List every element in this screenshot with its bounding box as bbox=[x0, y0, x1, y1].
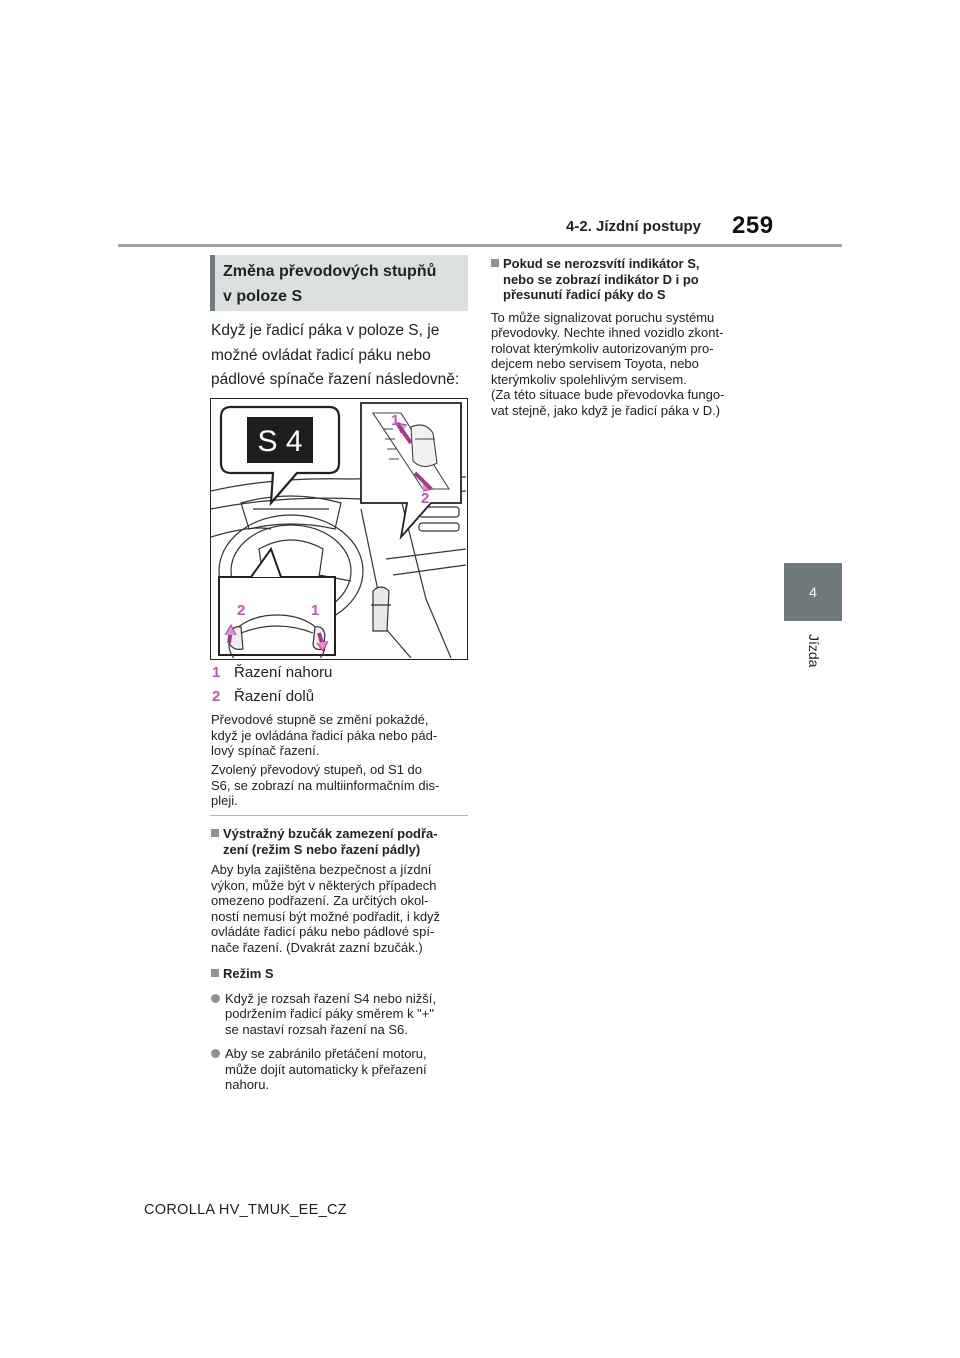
buzzer-title-line-1: Výstražný bzučák zamezení podřa- bbox=[223, 826, 438, 841]
intro-line-1: Když je řadicí páka v poloze S, je bbox=[211, 322, 440, 339]
text-line: To může signalizovat poruchu systému bbox=[491, 309, 715, 325]
indicator-note bbox=[491, 256, 761, 418]
figure-label-down: 2 bbox=[421, 490, 430, 507]
text-line: Aby byla zajištěna bezpečnost a jízdní bbox=[211, 862, 432, 877]
legend-number: 1 bbox=[212, 664, 221, 681]
circle-bullet-icon bbox=[211, 1049, 220, 1058]
s-mode-note bbox=[211, 966, 473, 1093]
gear-display-text: S 4 bbox=[257, 425, 303, 458]
legend-item-downshift bbox=[212, 688, 462, 708]
text-line: Převodové stupně se změní pokaždé, bbox=[211, 712, 429, 727]
legend-item-upshift bbox=[212, 664, 462, 684]
indicator-body bbox=[491, 310, 761, 419]
intro-line-2: možné ovládat řadicí páku nebo bbox=[211, 346, 431, 364]
text-line: podržením řadicí páky směrem k "+" bbox=[225, 1006, 434, 1021]
buzzer-note bbox=[211, 826, 473, 955]
header-rule bbox=[118, 244, 842, 247]
text-line: Zvolený převodový stupeň, od S1 do bbox=[211, 762, 423, 777]
paddle-label-up: 1 bbox=[311, 602, 320, 619]
text-line: rolovat kterýmkoliv autorizovaným pro- bbox=[491, 340, 714, 356]
circle-bullet-icon bbox=[211, 994, 220, 1003]
intro-line-3: pádlové spínače řazení následovně: bbox=[211, 371, 460, 388]
s-mode-bullet-1 bbox=[211, 991, 473, 1038]
text-line: kterýmkoliv spolehlivým servisem. bbox=[491, 371, 687, 387]
chapter-tab: 4 bbox=[784, 563, 842, 621]
s-mode-bullet-2 bbox=[211, 1046, 473, 1093]
section-title: 4-2. Jízdní postupy bbox=[566, 218, 702, 235]
legend-number: 2 bbox=[212, 688, 221, 705]
text-line: ností nemusí být možné podřadit, i když bbox=[211, 908, 441, 924]
text-line: nače řazení. (Dvakrát zazní bzučák.) bbox=[211, 939, 423, 955]
text-line: Aby se zabránilo přetáčení motoru, bbox=[225, 1046, 427, 1061]
cockpit-drawing bbox=[211, 399, 466, 658]
intro-paragraph bbox=[211, 319, 471, 393]
heading-line-1: Změna převodových stupňů bbox=[223, 263, 437, 280]
text-line: převodovky. Nechte ihned vozidlo zkont- bbox=[491, 325, 724, 340]
legend-text: Řazení nahoru bbox=[234, 664, 333, 681]
gear-change-paragraph bbox=[211, 712, 473, 759]
text-line: S6, se zobrazí na multiinformačním dis- bbox=[211, 777, 440, 793]
text-line: vat stejně, jako když je řadicí páka v D.) bbox=[491, 402, 721, 418]
buzzer-body bbox=[211, 862, 473, 955]
square-bullet-icon bbox=[211, 829, 219, 837]
text-line: když je ovládána řadicí páka nebo pád- bbox=[211, 727, 438, 743]
paddle-label-down: 2 bbox=[237, 602, 246, 619]
text-line: pleji. bbox=[211, 793, 238, 808]
text-line: (Za této situace bude převodovka fungo- bbox=[491, 387, 725, 402]
section-heading bbox=[210, 255, 468, 311]
text-line: může dojít automaticky k přeřazení bbox=[225, 1061, 427, 1077]
selected-gear-paragraph bbox=[211, 762, 473, 809]
text-line: dejcem nebo servisem Toyota, nebo bbox=[491, 356, 699, 371]
square-bullet-icon bbox=[211, 969, 219, 977]
text-line: ovládáte řadicí páku nebo pádlové spí- bbox=[211, 924, 435, 939]
indicator-title-line-1: Pokud se nerozsvítí indikátor S, bbox=[503, 256, 700, 271]
text-line: nahoru. bbox=[225, 1077, 270, 1092]
cockpit-illustration bbox=[210, 398, 468, 660]
figure-label-up: 1 bbox=[391, 412, 400, 429]
buzzer-title bbox=[211, 826, 473, 842]
section-divider bbox=[210, 815, 468, 816]
heading-line-2: v poloze S bbox=[223, 288, 303, 305]
indicator-title-line-3: přesunutí řadicí páky do S bbox=[503, 287, 666, 302]
square-bullet-icon bbox=[491, 259, 499, 267]
s-mode-title bbox=[211, 966, 473, 982]
footer-model-code: COROLLA HV_TMUK_EE_CZ bbox=[144, 1202, 347, 1218]
text-line: Když je rozsah řazení S4 nebo nižší, bbox=[225, 990, 437, 1006]
indicator-title-line-2: nebo se zobrazí indikátor D i po bbox=[503, 271, 699, 287]
page-number: 259 bbox=[732, 212, 774, 239]
chapter-label-text: Jízda bbox=[806, 634, 822, 668]
text-line: lový spínač řazení. bbox=[211, 743, 320, 758]
text-line: se nastaví rozsah řazení na S6. bbox=[225, 1021, 408, 1037]
s-mode-title-text: Režim S bbox=[223, 966, 274, 981]
buzzer-title-line-2: zení (režim S nebo řazení pádly) bbox=[223, 841, 421, 857]
text-line: výkon, může být v některých případech bbox=[211, 877, 437, 893]
indicator-title bbox=[491, 256, 761, 272]
text-line: omezeno podřazení. Za určitých okol- bbox=[211, 893, 429, 908]
chapter-label bbox=[782, 628, 844, 688]
legend-text: Řazení dolů bbox=[234, 688, 315, 705]
